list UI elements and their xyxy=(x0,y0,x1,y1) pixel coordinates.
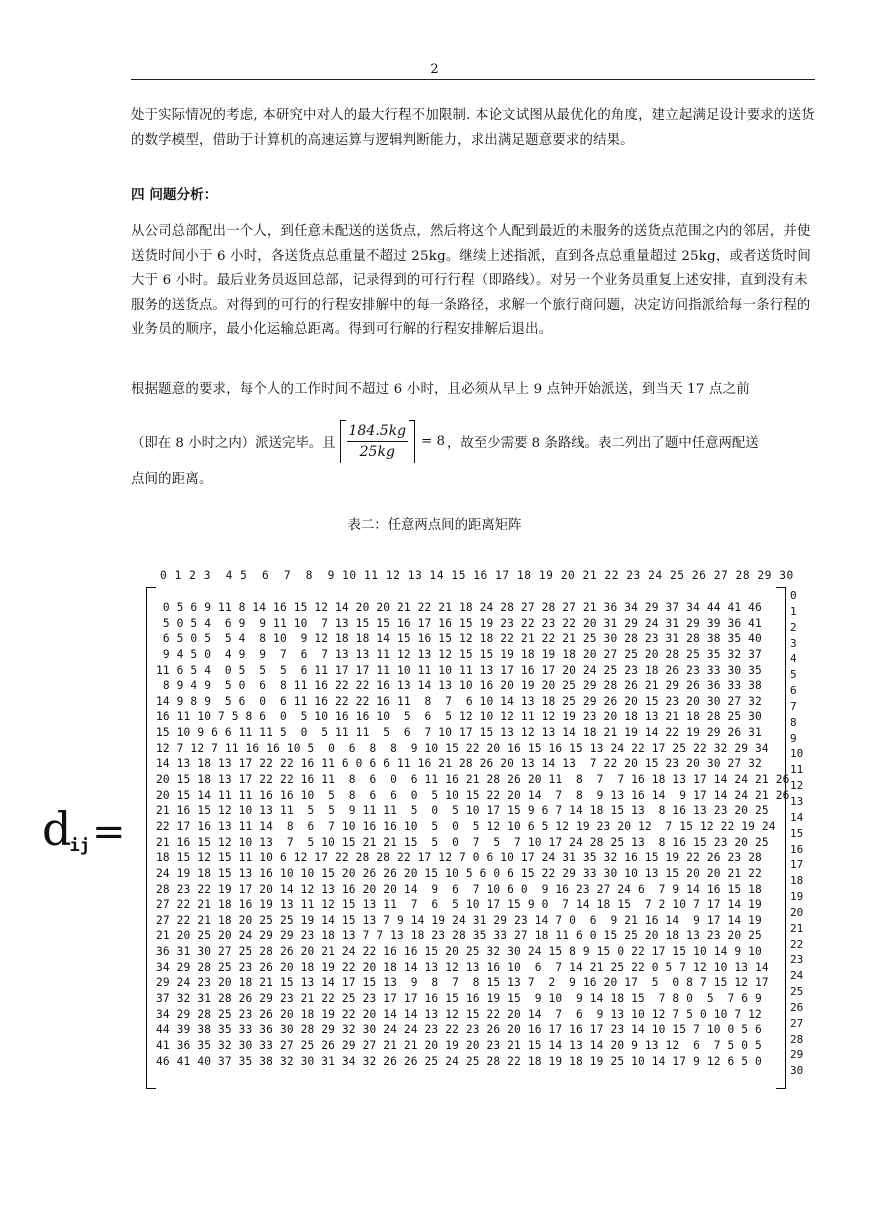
matrix-row: 41 36 35 32 30 33 27 25 26 29 27 21 21 20 19 20 23 21 15 14 13 14 20 9 13 12 6 7 5 0 5 xyxy=(156,1038,762,1052)
analysis-paragraph: 从公司总部配出一个人，到任意未配送的送货点，然后将这个人配到最近的未服务的送货点范围之内的邻居，并使送货时间小于 6 小时，各送货点总重量不超过 25kg。继续上述指派，直到各点总重量超过 25kg，或者送货时间大于 6 小时。最后业务员返回总部，记录得到的可行行程（即路线）。对另一个业务员重复上述安排，直到没有未服务的送货点。对得到的可行的行程安排解中的每一条路径，求解一个旅行商问题，决定访问指派给每一条行程的业务员的顺序，最小化运输总距离。得到可行解的行程安排解后退出。 xyxy=(131,224,811,337)
fraction-numerator: 184.5kg xyxy=(347,422,409,442)
matrix-row: 12 7 12 7 11 16 16 10 5 0 6 8 8 9 10 15 22 20 16 15 16 15 13 24 22 17 25 22 32 29 34 xyxy=(156,741,769,755)
matrix-row: 37 32 31 28 26 29 23 21 22 25 23 17 17 16 15 16 19 15 9 10 9 14 18 15 7 8 0 5 7 6 9 xyxy=(156,992,762,1006)
matrix-row: 11 6 5 4 0 5 5 5 6 11 17 17 11 10 11 10 11 13 17 16 17 20 24 25 23 18 26 23 33 30 35 xyxy=(156,663,762,677)
matrix-row: 36 31 30 27 25 28 26 20 21 24 22 16 16 15 20 25 32 30 24 15 8 9 15 0 22 17 15 10 14 9 10 xyxy=(156,945,762,959)
matrix-row-label: 3 xyxy=(790,636,797,650)
matrix-row: 9 4 5 0 4 9 9 7 6 7 13 13 11 12 13 12 15 15 19 18 19 18 20 27 25 20 28 25 35 32 37 xyxy=(156,647,762,661)
matrix-row-label: 23 xyxy=(790,953,804,967)
matrix-row-label: 7 xyxy=(790,699,797,713)
matrix-row: 16 11 10 7 5 8 6 0 5 10 16 16 10 5 6 5 12 10 12 11 12 19 23 20 18 13 21 18 28 25 30 xyxy=(156,710,762,724)
matrix-row-label: 10 xyxy=(790,747,804,761)
formula-before-text: （即在 8 小时之内）派送完毕。且 xyxy=(131,435,336,451)
matrix-row-label: 6 xyxy=(790,684,797,698)
matrix-row-label: 8 xyxy=(790,715,797,729)
requirement-line-end: 点间的距离。 xyxy=(131,472,213,487)
matrix-label xyxy=(42,802,125,856)
matrix-row-label: 27 xyxy=(790,1016,804,1030)
matrix-row: 14 13 18 13 17 22 22 16 11 6 0 6 6 11 16 21 28 26 20 13 14 13 7 22 20 15 23 20 30 27 32 xyxy=(156,757,762,771)
section-heading: 四 问题分析： xyxy=(131,187,218,203)
matrix-row-label: 17 xyxy=(790,858,804,872)
formula-after-text: ，故至少需要 8 条路线。表二列出了题中任意两配送 xyxy=(447,435,759,451)
ceiling-bracket xyxy=(340,420,416,462)
matrix-row: 5 0 5 4 6 9 9 11 10 7 13 15 15 16 17 16 15 19 23 22 23 22 20 31 29 24 31 29 39 36 41 xyxy=(156,616,762,630)
matrix-row-label: 29 xyxy=(790,1048,804,1062)
matrix-row: 18 15 12 15 11 10 6 12 17 22 28 28 22 17 12 7 0 6 10 17 24 31 35 32 16 15 19 22 26 23 28 xyxy=(156,851,762,865)
matrix-row-label: 12 xyxy=(790,779,804,793)
matrix-row: 6 5 0 5 5 4 8 10 9 12 18 18 14 15 16 15 12 18 22 21 22 21 25 30 28 23 31 28 38 35 40 xyxy=(156,632,762,646)
matrix-row: 20 15 18 13 17 22 22 16 11 8 6 0 6 11 16 21 28 26 20 11 8 7 7 16 18 13 17 14 24 21 26 xyxy=(156,773,790,787)
matrix-column-header: 0 1 2 3 4 5 6 7 8 9 10 11 12 13 14 15 16 17 18 19 20 21 22 23 24 25 26 27 28 29 30 xyxy=(160,569,794,582)
matrix-row: 22 17 16 13 11 14 8 6 7 10 16 16 10 5 0 5 12 10 6 5 12 19 23 20 12 7 15 12 22 19 24 xyxy=(156,819,776,833)
matrix-row: 15 10 9 6 6 11 11 5 0 5 11 11 5 6 7 10 17 15 13 12 13 14 18 21 19 14 22 19 29 26 31 xyxy=(156,726,762,740)
matrix-row-label: 0 xyxy=(790,589,797,602)
matrix-row-label: 14 xyxy=(790,810,804,824)
distance-matrix xyxy=(156,600,789,1069)
matrix-row: 29 24 23 20 18 21 15 13 14 17 15 13 9 8 7 8 15 13 7 2 9 16 20 17 5 0 8 7 15 12 17 xyxy=(156,976,769,990)
matrix-row: 21 16 15 12 10 13 7 5 10 15 21 21 15 5 0 7 5 7 10 17 24 28 25 13 8 16 15 23 20 25 xyxy=(156,835,769,849)
matrix-row: 27 22 21 18 20 25 25 19 14 15 13 7 9 14 19 24 31 29 23 14 7 0 6 9 21 16 14 9 17 14 19 xyxy=(156,913,762,927)
matrix-row: 20 15 14 11 11 16 16 10 5 8 6 6 0 5 10 15 22 20 14 7 8 9 13 16 14 9 17 14 24 21 26 xyxy=(156,788,790,802)
matrix-row-label: 1 xyxy=(790,604,797,618)
fraction xyxy=(347,422,409,461)
formula-line xyxy=(131,420,815,462)
matrix-row: 14 9 8 9 5 6 0 6 11 16 22 22 16 11 8 7 6 10 14 13 18 25 29 26 20 15 23 20 30 27 32 xyxy=(156,694,762,708)
matrix-left-bracket xyxy=(146,587,156,1089)
matrix-row-label: 30 xyxy=(790,1064,804,1078)
header-rule xyxy=(131,79,815,80)
matrix-row-label: 4 xyxy=(790,652,797,666)
matrix-row: 21 20 25 20 24 29 29 23 18 13 7 7 13 18 23 28 35 33 27 18 11 6 0 15 25 20 18 13 23 20 25 xyxy=(156,929,762,943)
matrix-row: 34 29 28 25 23 26 20 18 19 22 20 14 14 13 12 15 22 20 14 7 6 9 13 10 12 7 5 0 10 7 12 xyxy=(156,1007,762,1021)
intro-paragraph: 处于实际情况的考虑, 本研究中对人的最大行程不加限制. 本论文试图从最优化的角度，建立起满足设计要求的送货的数学模型，借助于计算机的高速运算与逻辑判断能力，求出满足题意要求的结果。 xyxy=(131,108,815,148)
matrix-row: 24 19 18 15 13 16 10 10 15 20 26 26 20 15 10 5 6 0 6 15 22 29 33 30 10 13 15 20 20 21 22 xyxy=(156,866,762,880)
matrix-row-label: 25 xyxy=(790,985,804,999)
matrix-row: 0 5 6 9 11 8 14 16 15 12 14 20 20 21 22 21 18 24 28 27 28 27 21 36 34 29 37 34 44 41 46 xyxy=(156,601,762,614)
matrix-row-labels xyxy=(790,588,803,1079)
matrix-row-label: 2 xyxy=(790,620,797,634)
matrix-row: 44 39 38 35 33 36 30 28 29 32 30 24 24 23 22 23 26 20 16 17 16 17 23 14 10 15 7 10 0 5 6 xyxy=(156,1023,762,1037)
matrix-subscript: ij xyxy=(69,836,90,856)
formula-result: = 8 xyxy=(421,433,446,449)
matrix-row-label: 21 xyxy=(790,921,804,935)
matrix-row-label: 28 xyxy=(790,1032,804,1046)
matrix-row-label: 16 xyxy=(790,842,804,856)
matrix-row-label: 20 xyxy=(790,905,804,919)
requirement-line: 根据题意的要求，每个人的工作时间不超过 6 小时，且必须从早上 9 点钟开始派送，到当天 17 点之前 xyxy=(131,382,750,397)
matrix-row: 34 29 28 25 23 26 20 18 19 22 20 18 14 13 12 13 16 10 6 7 14 21 25 22 0 5 7 12 10 13 14 xyxy=(156,960,769,974)
matrix-row-label: 15 xyxy=(790,826,804,840)
matrix-row-label: 13 xyxy=(790,794,804,808)
matrix-row-label: 26 xyxy=(790,1000,804,1014)
matrix-row-label: 5 xyxy=(790,668,797,682)
matrix-equals: = xyxy=(91,809,126,855)
matrix-row: 8 9 4 9 5 0 6 8 11 16 22 22 16 13 14 13 10 16 20 19 20 25 29 28 26 21 29 26 36 33 38 xyxy=(156,679,762,693)
matrix-row-label: 22 xyxy=(790,937,804,951)
matrix-row-label: 9 xyxy=(790,731,797,745)
matrix-row-label: 19 xyxy=(790,890,804,904)
page-number: 2 xyxy=(430,62,439,77)
matrix-symbol: d xyxy=(42,802,72,856)
matrix-row-label: 11 xyxy=(790,763,804,777)
matrix-row: 28 23 22 19 17 20 14 12 13 16 20 20 14 9 6 7 10 6 0 9 16 23 27 24 6 7 9 14 16 15 18 xyxy=(156,882,762,896)
matrix-row: 46 41 40 37 35 38 32 30 31 34 32 26 26 25 24 25 28 22 18 19 18 19 25 10 14 17 9 12 6 5 0 xyxy=(156,1054,762,1068)
fraction-denominator: 25kg xyxy=(359,443,395,460)
matrix-row: 21 16 15 12 10 13 11 5 5 9 11 11 5 0 5 10 17 15 9 6 7 14 18 15 13 8 16 13 23 20 25 xyxy=(156,804,769,818)
table-caption: 表二：任意两点间的距离矩阵 xyxy=(347,518,522,533)
matrix-row-label: 18 xyxy=(790,874,804,888)
matrix-row-label: 24 xyxy=(790,969,804,983)
matrix-row: 27 22 21 18 16 19 13 11 12 15 13 11 7 6 5 10 17 15 9 0 7 14 18 15 7 2 10 7 17 14 19 xyxy=(156,898,762,912)
